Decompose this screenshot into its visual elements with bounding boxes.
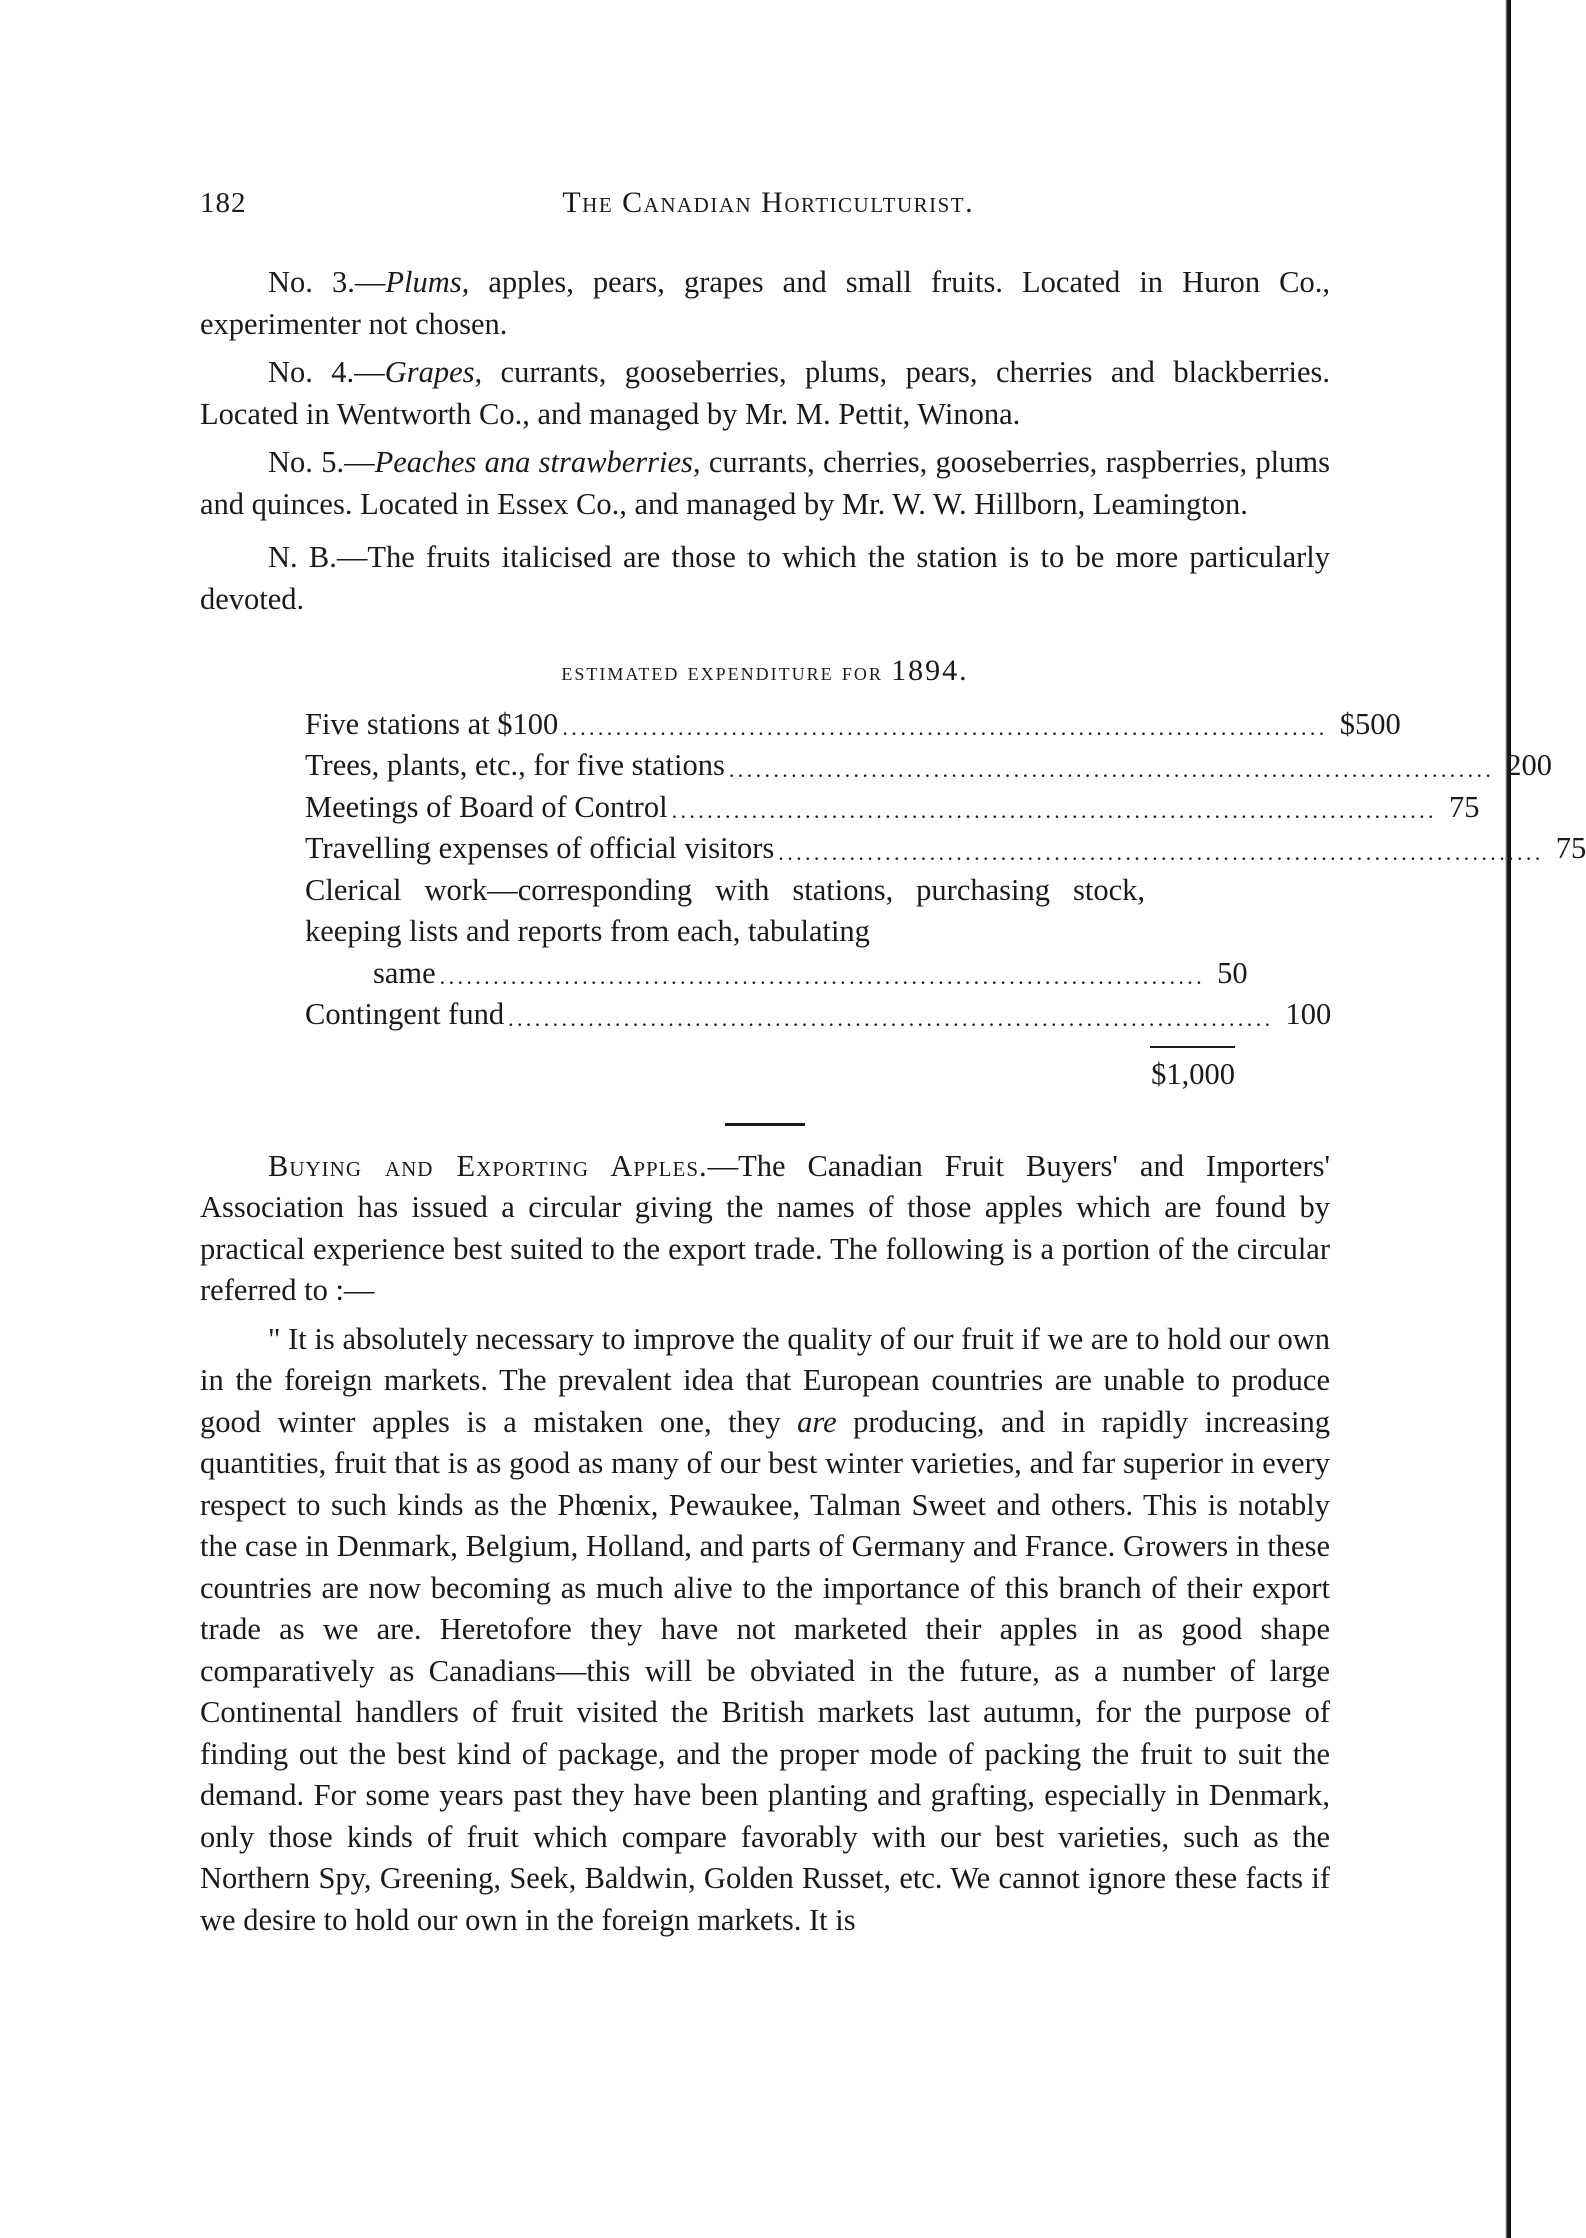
expenditure-row: Travelling expenses of official visitors ...................................................................................... 75 xyxy=(305,831,1586,865)
expenditure-row-clerical-tail: same ...................................................................................... 50 xyxy=(373,955,1248,990)
expenditure-table xyxy=(305,704,1586,1095)
note-paragraph: N. B.—The fruits italicised are those to which the station is to be more particularly devoted. xyxy=(200,540,1330,616)
article-intro: Buying and Exporting Apples.—The Canadian Fruit Buyers' and Importers' Association has issued a circular giving the names of those apples which are found by practical experience best suited to the export trade. The following is a portion of the circular referred to :— xyxy=(200,1148,1330,1307)
station-paragraph: No. 4.—Grapes, currants, gooseberries, plums, pears, cherries and blackberries. Located in Wentworth Co., and managed by Mr. M. Pettit, Winona. xyxy=(200,355,1330,431)
page-edge xyxy=(1505,0,1511,2238)
expenditure-total: $1,000 xyxy=(1151,1056,1235,1091)
page-header xyxy=(200,182,1330,222)
expenditure-row: Trees, plants, etc., for five stations ...................................................................................... 200 xyxy=(305,748,1553,782)
expenditure-row: Meetings of Board of Control ...................................................................................... 75 xyxy=(305,789,1480,824)
article-heading: Buying and Exporting Apples. xyxy=(268,1148,708,1183)
running-title: The Canadian Horticulturist. xyxy=(562,186,975,219)
expenditure-row-clerical: Clerical work—corresponding with stations, purchasing stock, keeping lists and reports from each, tabulating xyxy=(305,872,1145,948)
section-divider xyxy=(725,1123,805,1126)
expenditure-title: estimated expenditure for 1894. xyxy=(561,654,969,687)
total-rule xyxy=(1150,1046,1235,1048)
expenditure-row: Five stations at $100 ...................................................................................... $500 xyxy=(305,706,1401,741)
station-paragraph: No. 5.—Peaches ana strawberries, currants, cherries, gooseberries, raspberries, plums and quinces. Located in Essex Co., and managed by Mr. W. W. Hillborn, Leamington. xyxy=(200,445,1330,521)
page-number: 182 xyxy=(200,187,247,219)
expenditure-row: Contingent fund ...................................................................................... 100 xyxy=(305,997,1332,1031)
article-quote: " It is absolutely necessary to improve the quality of our fruit if we are to hold our own in the foreign markets. The prevalent idea that European countries are unable to produce good winter apples is a mistaken one, they are producing, and in rapidly increasing quantities, fruit that is as good as many of our best winter varieties, and far superior in every respect to such kinds as the Phœnix, Pewaukee, Talman Sweet and others. This is notably the case in Denmark, Belgium, Holland, and parts of Germany and France. Growers in these countries are now becoming as much alive to the importance of this branch of their export trade as we are. Heretofore they have not marketed their apples in as good shape comparatively as Canadians—this will be obviated in the future, as a number of large Continental handlers of fruit visited the British markets last autumn, for the purpose of finding out the best kind of package, and the proper mode of packing the fruit to suit the demand. For some years past they have been planting and grafting, especially in Denmark, only those kinds of fruit which compare favorably with our best varieties, such as the Northern Spy, Greening, Seek, Baldwin, Golden Russet, etc. We cannot ignore these facts if we desire to hold our own in the foreign markets. It is xyxy=(200,1321,1330,1937)
book-page xyxy=(200,182,1586,1948)
station-paragraph: No. 3.—Plums, apples, pears, grapes and small fruits. Located in Huron Co., experimenter not chosen. xyxy=(200,265,1330,341)
